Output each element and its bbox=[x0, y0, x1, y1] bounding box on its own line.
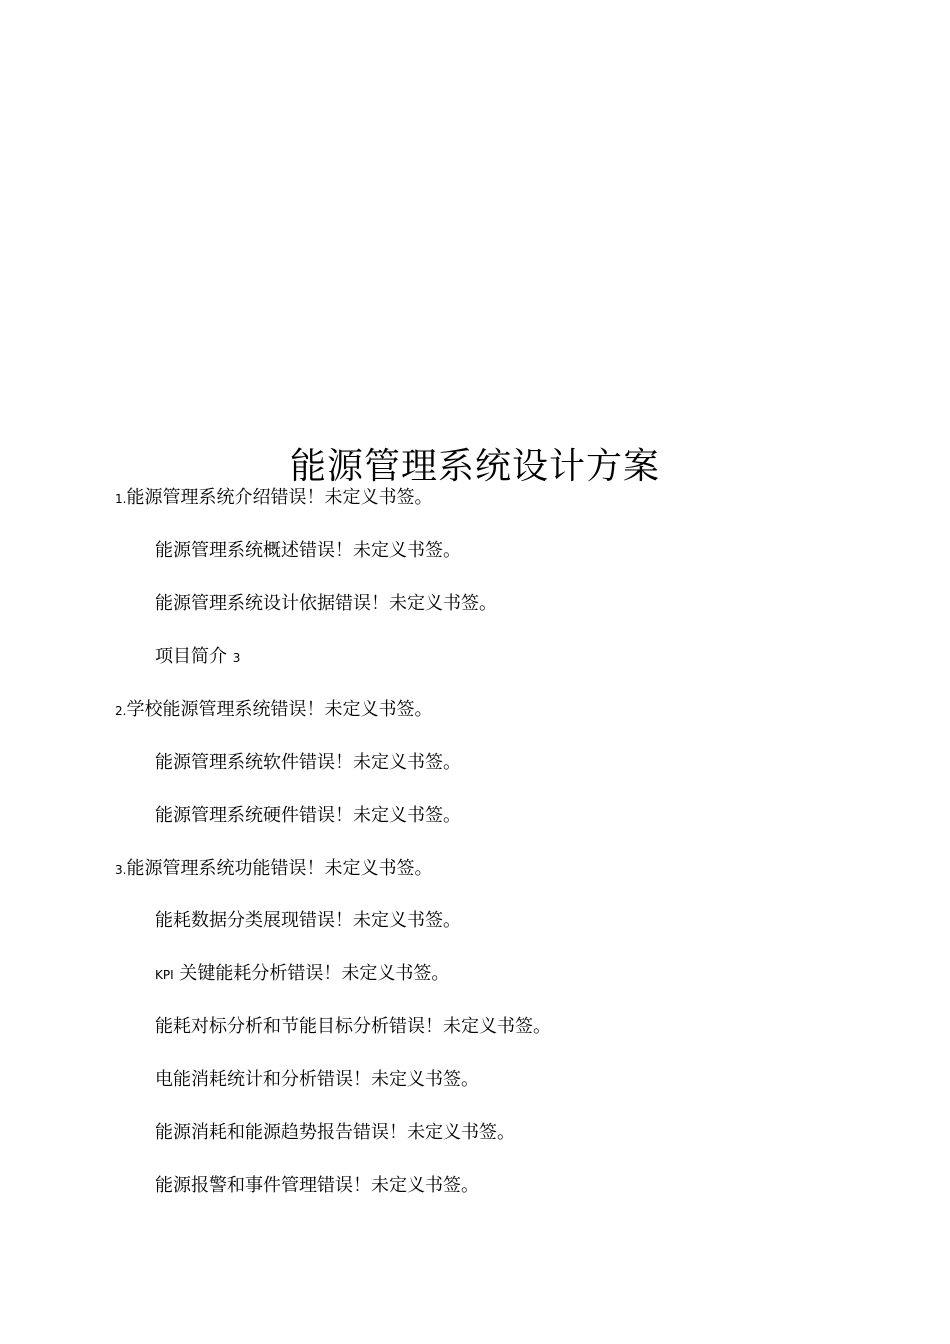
toc-item-number: 3. bbox=[115, 863, 127, 877]
toc-item-label: 学校能源管理系统错误！未定义书签。 bbox=[126, 699, 433, 720]
toc-item-label: 能源管理系统软件错误！未定义书签。 bbox=[155, 752, 461, 773]
toc-item-number: 2. bbox=[115, 704, 127, 718]
toc-item-label: 能耗数据分类展现错误！未定义书签。 bbox=[155, 910, 461, 931]
toc-item-label: 能源管理系统概述错误！未定义书签。 bbox=[155, 540, 461, 561]
toc-item-label: 能源报警和事件管理错误！未定义书签。 bbox=[155, 1175, 479, 1196]
toc-item-label: 能源管理系统介绍错误！未定义书签。 bbox=[126, 487, 433, 508]
toc-item-label: 关键能耗分析错误！未定义书签。 bbox=[179, 963, 450, 984]
toc-item-page-number: 3 bbox=[232, 651, 241, 665]
toc-item-3-1[interactable] bbox=[155, 907, 461, 935]
toc-item-number: 1. bbox=[115, 492, 127, 506]
toc-item-1-3[interactable] bbox=[155, 643, 240, 672]
toc-item-1-2[interactable] bbox=[155, 590, 497, 618]
toc-item-label: 能源管理系统硬件错误！未定义书签。 bbox=[155, 805, 461, 826]
toc-item-1[interactable] bbox=[115, 484, 432, 513]
toc-item-label: 能耗对标分析和节能目标分析错误！未定义书签。 bbox=[155, 1016, 551, 1037]
toc-item-label: 能源消耗和能源趋势报告错误！未定义书签。 bbox=[155, 1122, 515, 1143]
toc-item-3-3[interactable] bbox=[155, 1013, 551, 1041]
toc-item-2-2[interactable] bbox=[155, 802, 461, 830]
toc-item-label: 能源管理系统设计依据错误！未定义书签。 bbox=[155, 593, 497, 614]
toc-item-3[interactable] bbox=[115, 855, 432, 884]
toc-item-label: 电能消耗统计和分析错误！未定义书签。 bbox=[155, 1069, 479, 1090]
toc-item-2[interactable] bbox=[115, 696, 432, 725]
document-title: 能源管理系统设计方案 bbox=[289, 446, 660, 487]
toc-item-3-5[interactable] bbox=[155, 1119, 515, 1147]
toc-item-2-1[interactable] bbox=[155, 749, 461, 777]
toc-item-3-6[interactable] bbox=[155, 1172, 479, 1200]
toc-item-label: 项目简介 bbox=[155, 646, 227, 667]
toc-item-3-2[interactable] bbox=[155, 960, 449, 989]
toc-item-label: 能源管理系统功能错误！未定义书签。 bbox=[126, 858, 433, 879]
toc-item-3-4[interactable] bbox=[155, 1066, 479, 1094]
toc-item-1-1[interactable] bbox=[155, 537, 461, 565]
toc-item-prefix: KPI bbox=[155, 968, 174, 982]
